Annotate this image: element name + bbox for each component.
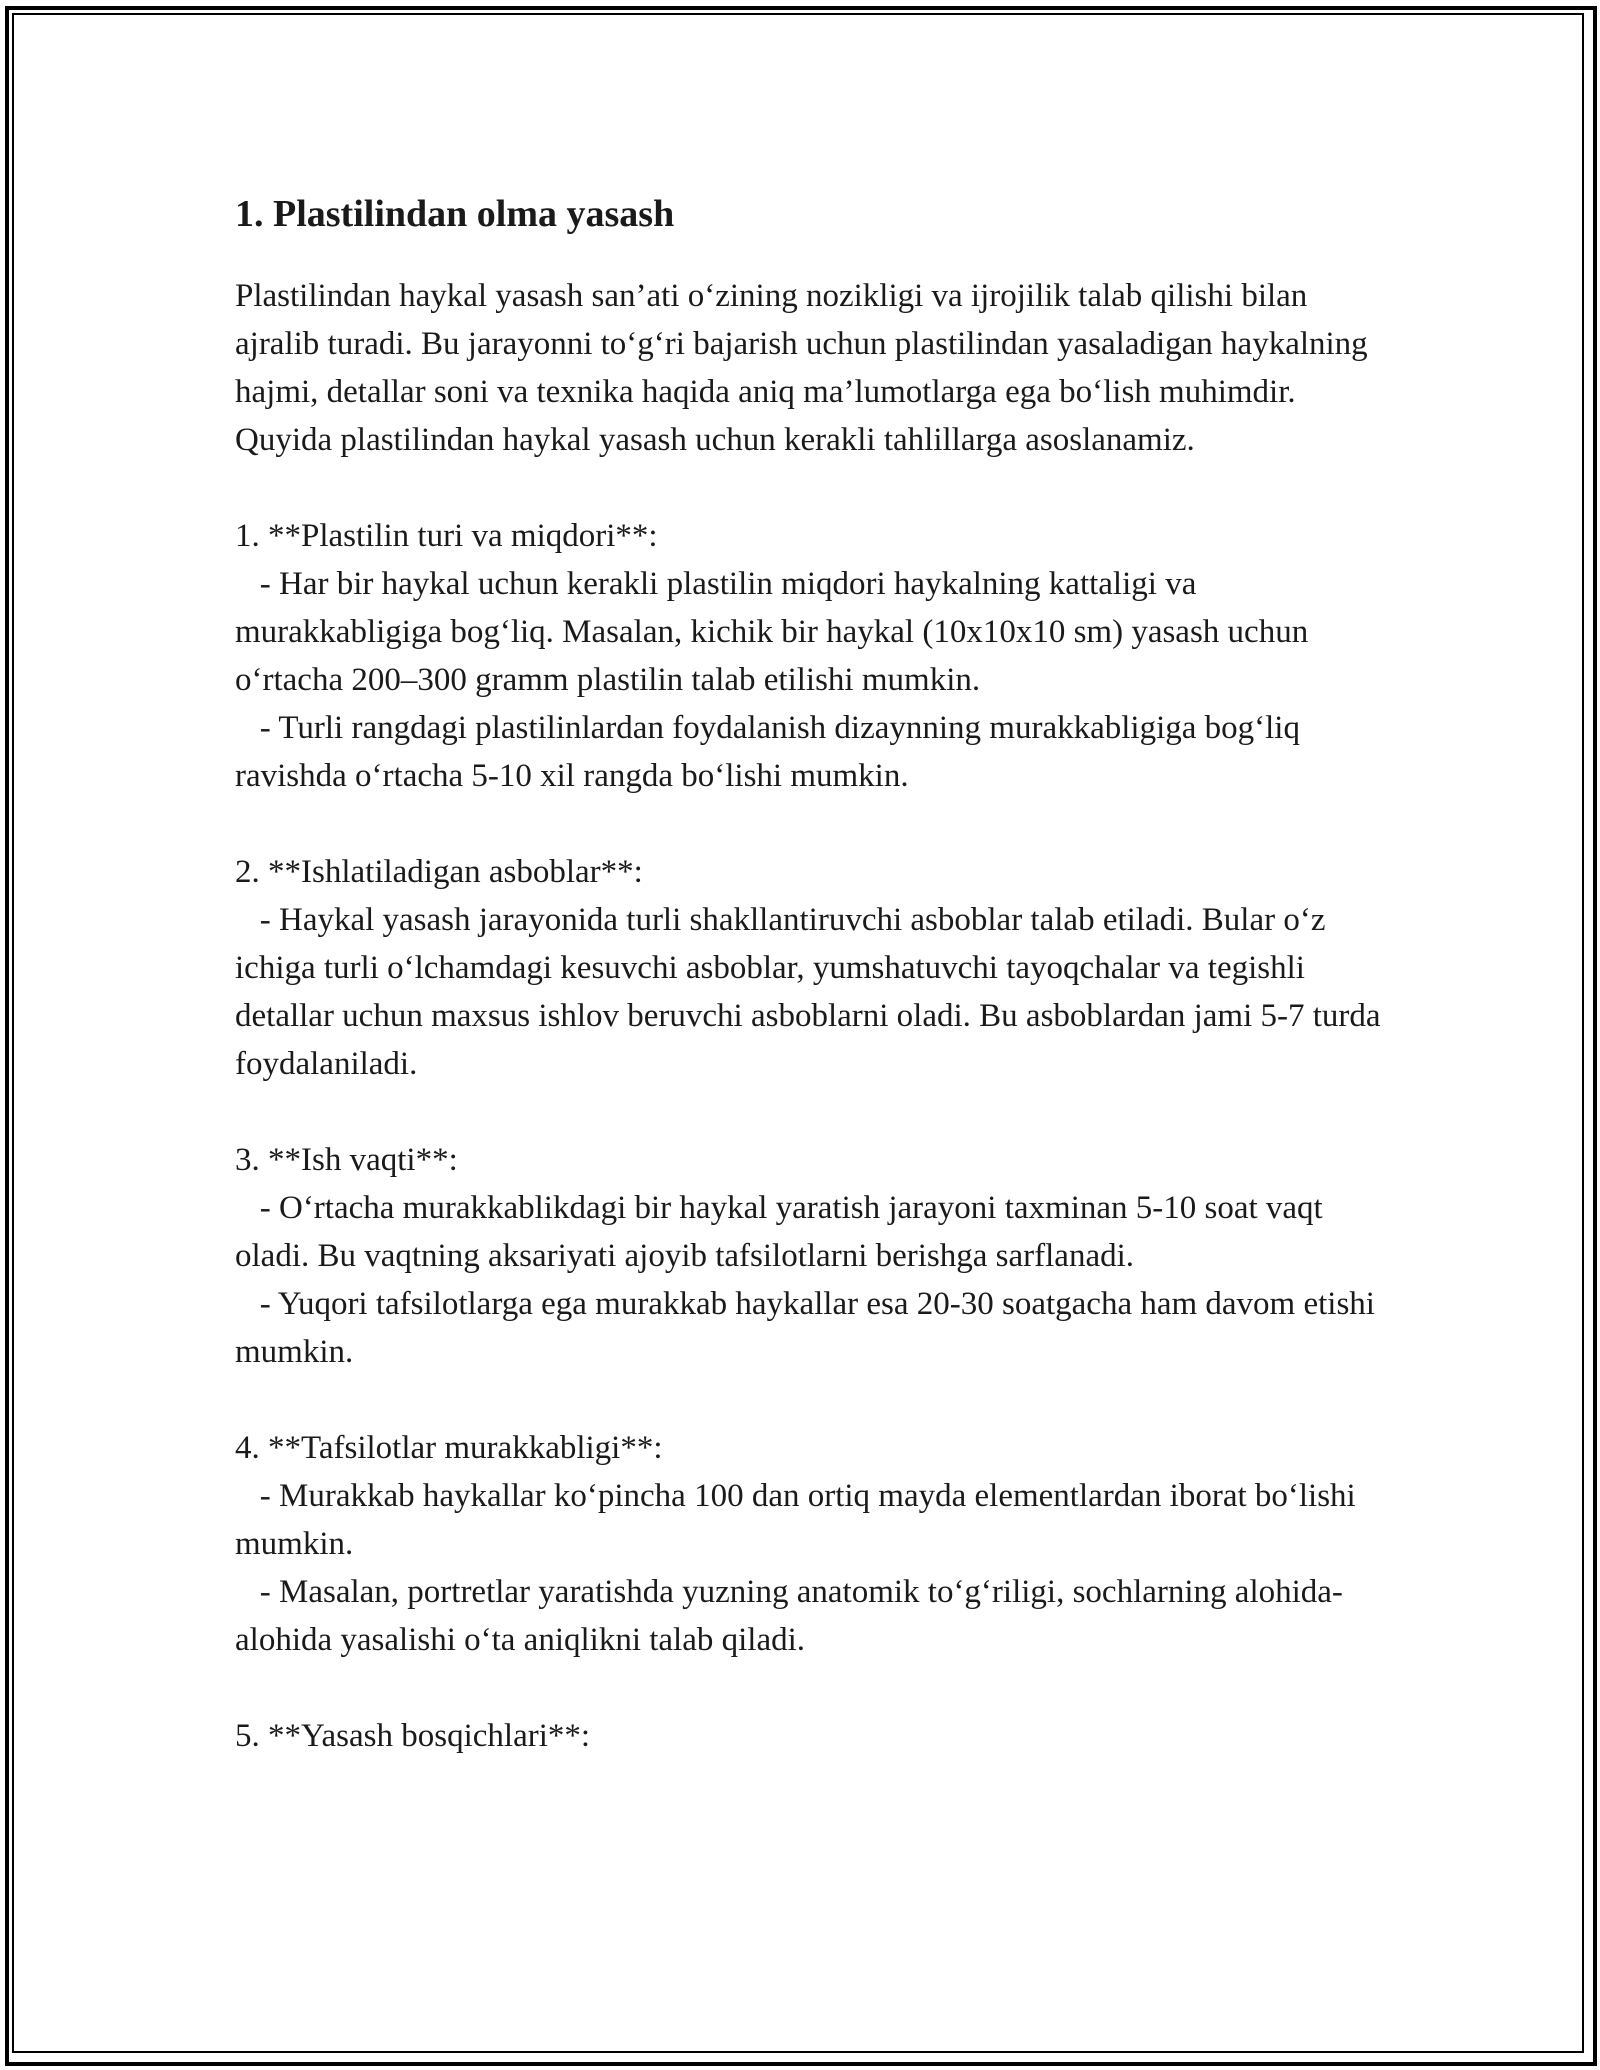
section-bullet: - Har bir haykal uchun kerakli plastilin miqdori haykalning kattaligi va murakkabligiga bog‘liq. Masalan, kichik bir haykal (10x10x10 sm) yasash uchun o‘rtacha 200–300 gramm plastilin talab etilishi mumkin. xyxy=(235,566,1317,698)
section-2 xyxy=(235,848,1389,1088)
section-heading: 4. **Tafsilotlar murakkabligi**: xyxy=(235,1430,663,1466)
document-title: 1. Plastilindan olma yasash xyxy=(235,193,675,235)
section-4 xyxy=(235,1424,1385,1664)
sections-list xyxy=(235,512,1389,1760)
section-heading: 2. **Ishlatiladigan asboblar**: xyxy=(235,854,643,890)
intro-paragraph: Plastilindan haykal yasash san’ati o‘zining nozikligi va ijrojilik talab qilishi bilan ajralib turadi. Bu jarayonni to‘g‘ri bajarish uchun plastilindan yasaladigan haykalning hajmi, detallar soni va texnika haqida aniq ma’lumotlarga ega bo‘lish muhimdir. Quyida plastilindan haykal yasash uchun kerakli tahlillarga asoslanamiz. xyxy=(235,278,1368,458)
section-bullet: - Murakkab haykallar ko‘pincha 100 dan ortiq mayda elementlardan iborat bo‘lishi mumkin. xyxy=(235,1478,1364,1562)
section-bullet: - Yuqori tafsilotlarga ega murakkab haykallar esa 20-30 soatgacha ham davom etishi mumkin. xyxy=(235,1286,1384,1370)
section-1 xyxy=(235,512,1385,800)
section-5 xyxy=(235,1712,1385,1760)
section-bullet: - O‘rtacha murakkablikdagi bir haykal yaratish jarayoni taxminan 5-10 soat vaqt oladi. Bu vaqtning aksariyati ajoyib tafsilotlarni berishga sarflanadi. xyxy=(235,1190,1331,1274)
section-heading: 3. **Ish vaqti**: xyxy=(235,1142,458,1178)
document-page xyxy=(235,186,1389,1808)
section-heading: 5. **Yasash bosqichlari**: xyxy=(235,1718,591,1754)
section-heading: 1. **Plastilin turi va miqdori**: xyxy=(235,518,658,554)
section-bullet: - Turli rangdagi plastilinlardan foydalanish dizaynning murakkabligiga bog‘liq ravishda o‘rtacha 5-10 xil rangda bo‘lishi mumkin. xyxy=(235,710,1309,794)
section-bullet: - Haykal yasash jarayonida turli shakllantiruvchi asboblar talab etiladi. Bular o‘z ichiga turli o‘lchamdagi kesuvchi asboblar, yumshatuvchi tayoqchalar va tegishli detallar uchun maxsus ishlov beruvchi asboblarni oladi. Bu asboblardan jami 5-7 turda foydalaniladi. xyxy=(235,902,1389,1082)
section-bullet: - Masalan, portretlar yaratishda yuzning anatomik to‘g‘riligi, sochlarning alohida-alohida yasalishi o‘ta aniqlikni talab qiladi. xyxy=(235,1574,1343,1658)
section-3 xyxy=(235,1136,1385,1376)
